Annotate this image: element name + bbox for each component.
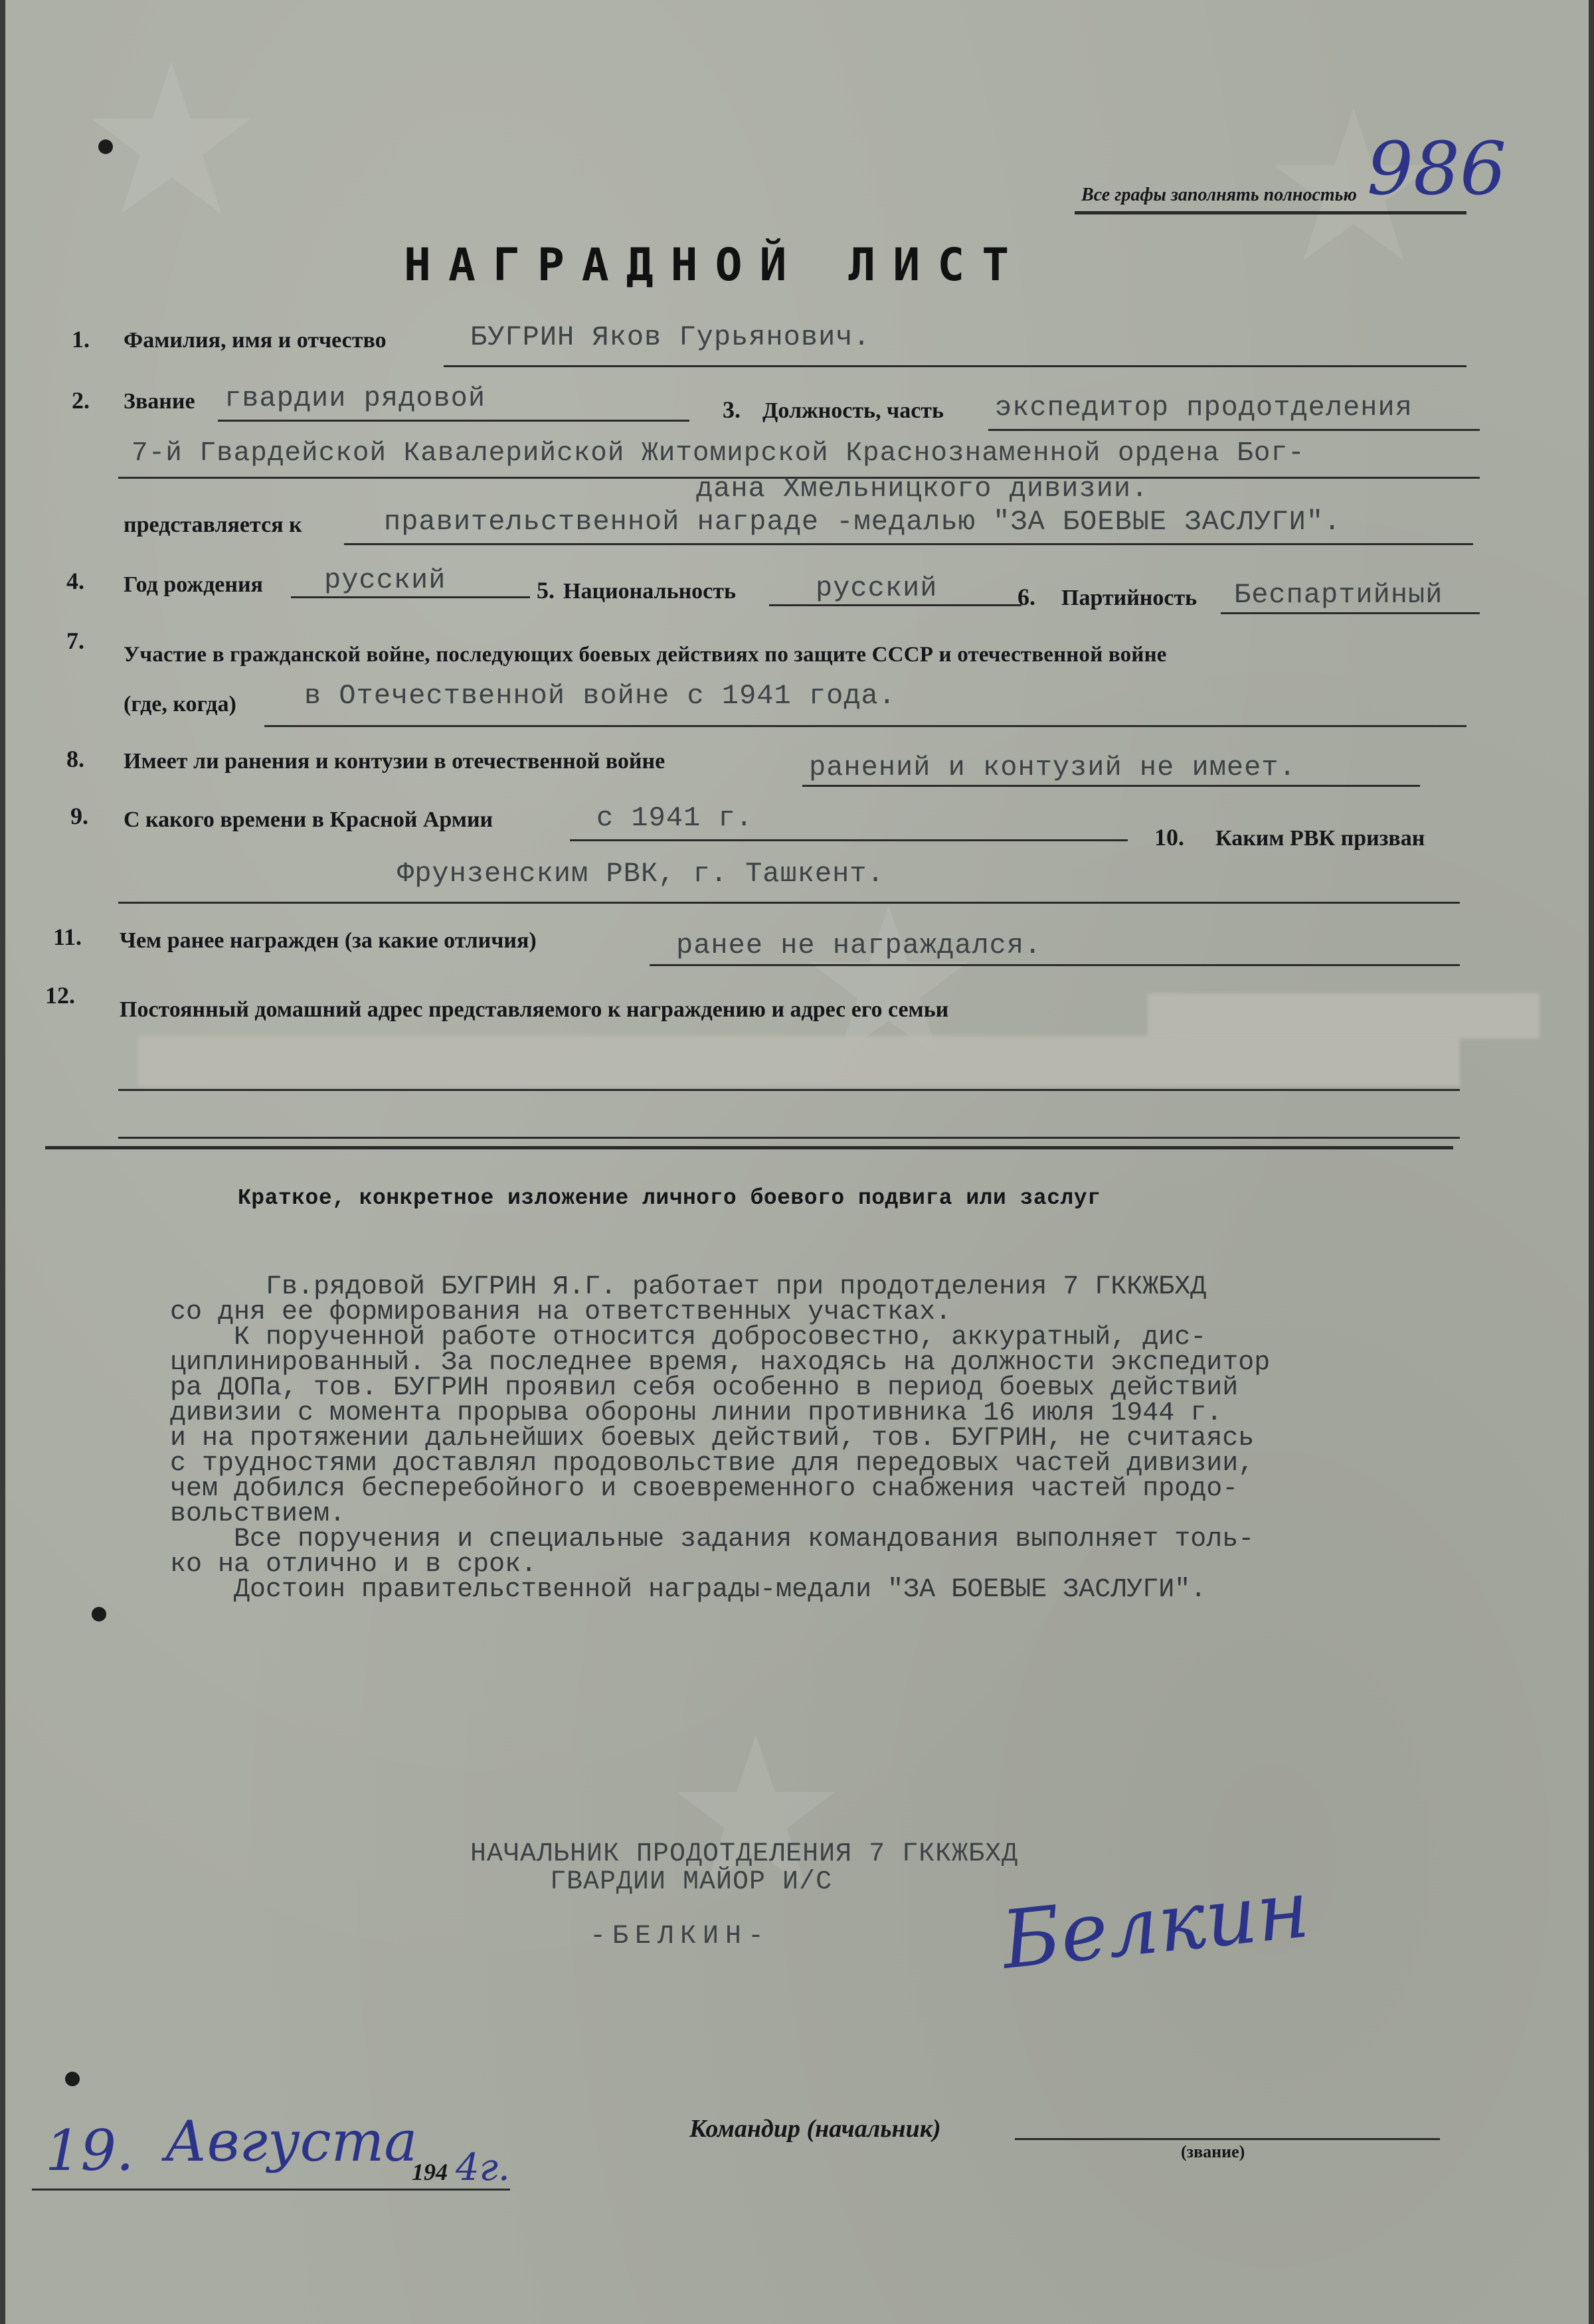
field-4-number: 4. [66,568,84,594]
field-7-label-2: (где, когда) [124,692,236,716]
field-7-line [264,725,1466,727]
field-1-line [444,365,1466,367]
field-11-value: ранее не награждался. [676,930,1042,961]
date-line [32,2189,510,2191]
field-1-value: БУГРИН Яков Гурьянович. [470,321,871,353]
instruction-underline [1075,211,1466,214]
feat-line: Все поручения и специальные задания командования выполняет толь- [170,1525,1255,1554]
field-3-value-line2: 7-й Гвардейской Кавалерийской Житомирской Краснознаменной ордена Бог- [132,438,1305,469]
date-month: Августа [165,2109,418,2174]
field-2-label: Звание [124,389,195,414]
field-6-value: Беспартийный [1234,579,1443,611]
redacted-address [1148,993,1540,1038]
field-12-line-2 [118,1137,1460,1139]
field-5-line [769,604,1021,606]
archive-number: 986 [1367,126,1506,211]
feat-body [170,1272,1271,1605]
watermark-star-icon [85,53,258,226]
field-1-number: 1. [72,326,90,353]
field-3-label: Должность, часть [762,398,944,423]
field-12-number: 12. [45,982,75,1009]
feat-line: чем добился бесперебойного и своевременного снабжения частей продо- [170,1474,1239,1504]
feat-line: дивизии с момента прорыва обороны линии противника 16 июля 1944 г. [170,1398,1223,1428]
field-4-value: русский [324,564,446,596]
instruction-text: Все графы заполнять полностью [1081,185,1357,205]
rank-label: (звание) [1181,2142,1245,2161]
section-divider [45,1146,1453,1149]
page-title: НАГРАДНОЙ ЛИСТ [404,239,1027,291]
award-sheet [5,0,1589,2324]
field-6-line [1221,612,1480,614]
signoff-rank: ГВАРДИИ МАЙОР И/С [550,1867,833,1897]
field-5-value: русский [816,572,938,604]
field-5-number: 5. [537,577,555,604]
field-10-number: 10. [1154,824,1184,851]
feat-line: с трудностями доставлял продовольствие для передовых частей дивизии, [170,1449,1255,1479]
feat-heading: Краткое, конкретное изложение личного боевого подвига или заслуг [238,1186,1101,1210]
feat-line: Гв.рядовой БУГРИН Я.Г. работает при продотделения 7 ГККЖБХД [170,1272,1207,1302]
presented-line [344,543,1473,545]
field-7-value: в Отечественной войне с 1941 года. [304,680,896,712]
field-2-number: 2. [72,387,90,414]
commander-label: Командир (начальник) [689,2115,941,2143]
field-12-line [118,1089,1460,1091]
field-10-label: Каким РВК призван [1215,826,1425,851]
field-10-value: Фрунзенским РВК, г. Ташкент. [397,858,885,890]
field-3-line [988,429,1480,431]
field-11-line [650,964,1460,966]
feat-line: ра ДОПа, тов. БУГРИН проявил себя особенно в период боевых действий [170,1373,1239,1403]
field-4-label: Год рождения [124,572,263,597]
field-8-value: ранений и контузий не имеет. [809,752,1296,784]
field-12-label: Постоянный домашний адрес представляемого к награждению и адрес его семьи [120,997,949,1022]
field-9-value: с 1941 г. [596,802,753,834]
presented-label: представляется к [124,513,302,537]
field-4-line [291,596,530,598]
field-8-number: 8. [66,746,84,772]
field-10-line [118,902,1460,904]
feat-line: и на протяжении дальнейших боевых действий, тов. БУГРИН, не считаясь [170,1424,1255,1453]
date-year-suffix: 4г. [456,2146,510,2189]
feat-line: со дня ее формирования на ответственных участках. [170,1297,952,1327]
field-3-value: экспедитор продотделения [995,392,1413,424]
field-11-label: Чем ранее награжден (за какие отличия) [120,928,537,953]
field-11-number: 11. [53,924,82,950]
signoff-position: НАЧАЛЬНИК ПРОДОТДЕЛЕНИЯ 7 ГККЖБХД [470,1839,1019,1869]
punch-hole [92,1607,106,1621]
field-2-line [218,420,689,422]
signoff-signature: Белкин [998,1863,1314,1987]
date-year-prefix: 194 [412,2159,448,2185]
field-2-value: гвардии рядовой [224,382,486,414]
field-8-line [802,785,1420,787]
field-6-number: 6. [1018,584,1035,610]
field-9-number: 9. [70,803,88,829]
date-day: 19. [45,2118,134,2183]
feat-line: вольствием. [170,1499,346,1529]
field-6-label: Партийность [1061,586,1197,610]
field-3-value-line3: дана Хмельницкого дивизии. [696,473,1149,505]
feat-line: циплинированный. За последнее время, находясь на должности экспедитор [170,1348,1271,1378]
signoff-name: -БЕЛКИН- [590,1922,771,1951]
field-3-number: 3. [723,396,741,423]
field-9-label: С какого времени в Красной Армии [124,807,493,832]
punch-hole [65,2072,80,2086]
feat-line: К порученной работе относится добросовестно, аккуратный, дис- [170,1323,1207,1353]
punch-hole [98,139,113,154]
presented-value: правительственной награде -медалью "ЗА БОЕВЫЕ ЗАСЛУГИ". [384,506,1342,538]
redacted-address [138,1036,1460,1086]
field-1-label: Фамилия, имя и отчество [124,328,387,353]
field-7-label: Участие в гражданской войне, последующих боевых действиях по защите СССР и отечественной войне [124,643,1167,667]
field-9-line [570,839,1128,841]
feat-line: ко на отлично и в срок. [170,1550,537,1580]
feat-line: Достоин правительственной награды-медали "ЗА БОЕВЫЕ ЗАСЛУГИ". [170,1575,1207,1605]
field-8-label: Имеет ли ранения и контузии в отечественной войне [124,749,665,774]
field-7-number: 7. [66,627,84,654]
field-5-label: Национальность [563,579,736,604]
commander-line [1015,2138,1440,2140]
